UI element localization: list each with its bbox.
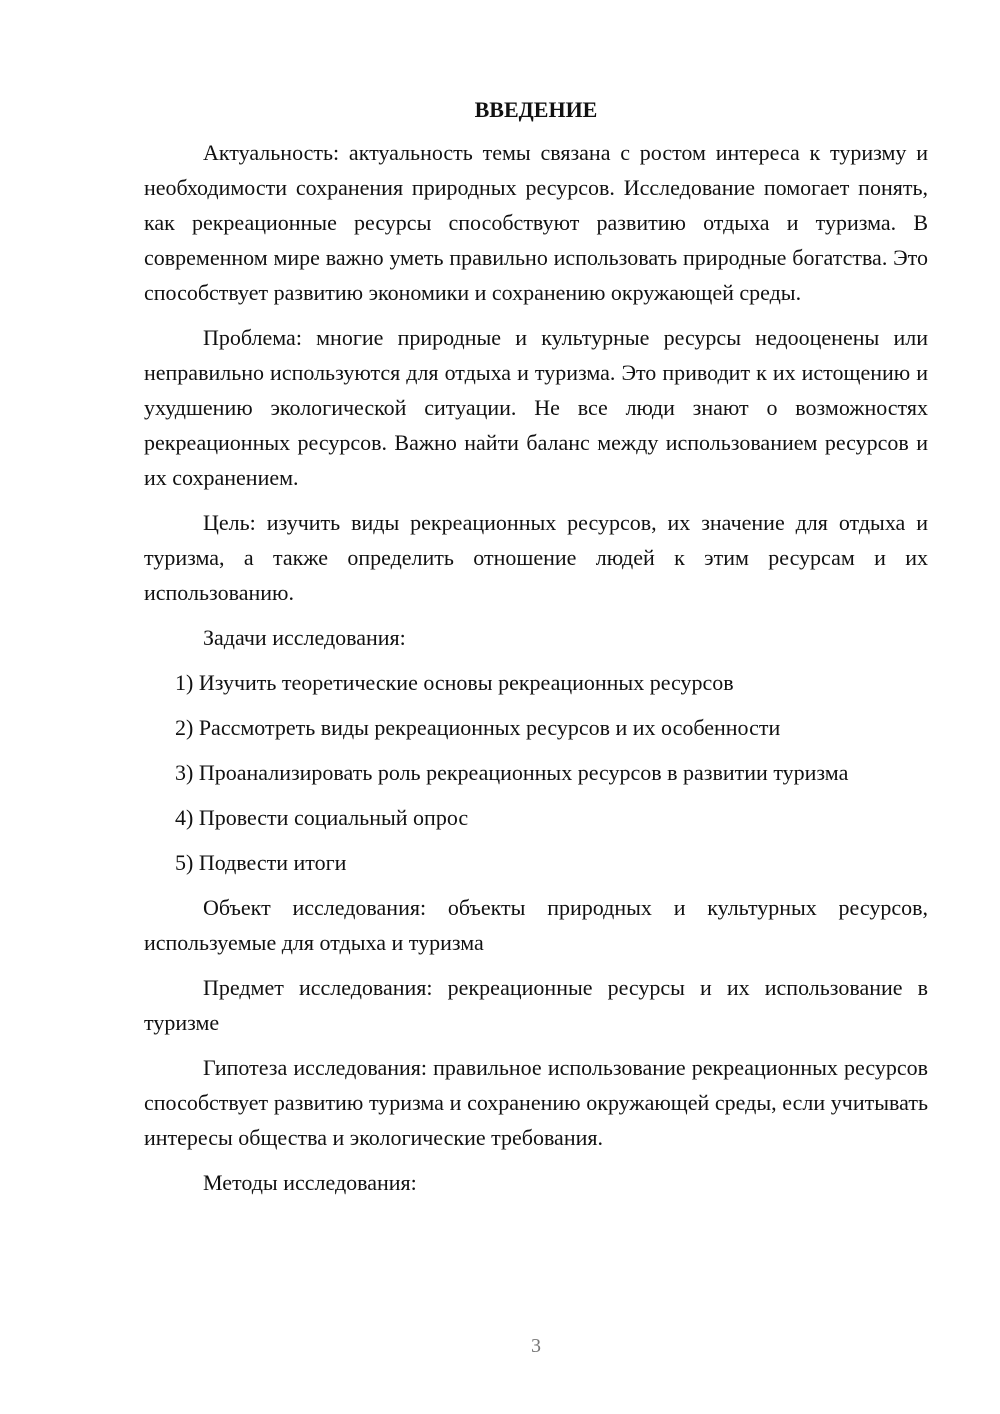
- task-item-1: 1) Изучить теоретические основы рекреационных ресурсов: [175, 670, 734, 695]
- document-page: [144, 92, 928, 1210]
- page-number: 3: [531, 1335, 541, 1357]
- methods-heading: Методы исследования:: [203, 1170, 417, 1195]
- task-item-2: 2) Рассмотреть виды рекреационных ресурсов и их особенности: [175, 715, 781, 740]
- object-paragraph: Объект исследования: объекты природных и культурных ресурсов, используемые для отдыха и туризма: [144, 895, 928, 955]
- section-title: ВВЕДЕНИЕ: [474, 97, 598, 122]
- task-item-5: 5) Подвести итоги: [175, 850, 347, 875]
- tasks-heading: Задачи исследования:: [203, 625, 406, 650]
- goal-paragraph: Цель: изучить виды рекреационных ресурсов, их значение для отдыха и туризма, а также определить отношение людей к этим ресурсам и их использованию.: [144, 510, 928, 605]
- relevance-paragraph: Актуальность: актуальность темы связана с ростом интереса к туризму и необходимости сохранения природных ресурсов. Исследование помогает понять, как рекреационные ресурсы способствуют развитию отдыха и туризма. В современном мире важно уметь правильно использовать природные богатства. Это способствует развитию экономики и сохранению окружающей среды.: [144, 140, 928, 305]
- subject-paragraph: Предмет исследования: рекреационные ресурсы и их использование в туризме: [144, 975, 928, 1035]
- task-item-3: 3) Проанализировать роль рекреационных ресурсов в развитии туризма: [175, 760, 849, 785]
- hypothesis-paragraph: Гипотеза исследования: правильное использование рекреационных ресурсов способствует развитию туризма и сохранению окружающей среды, если учитывать интересы общества и экологические требования.: [144, 1055, 928, 1150]
- problem-paragraph: Проблема: многие природные и культурные ресурсы недооценены или неправильно используются для отдыха и туризма. Это приводит к их истощению и ухудшению экологической ситуации. Не все люди знают о возможностях рекреационных ресурсов. Важно найти баланс между использованием ресурсов и их сохранением.: [144, 325, 928, 490]
- task-item-4: 4) Провести социальный опрос: [175, 805, 469, 830]
